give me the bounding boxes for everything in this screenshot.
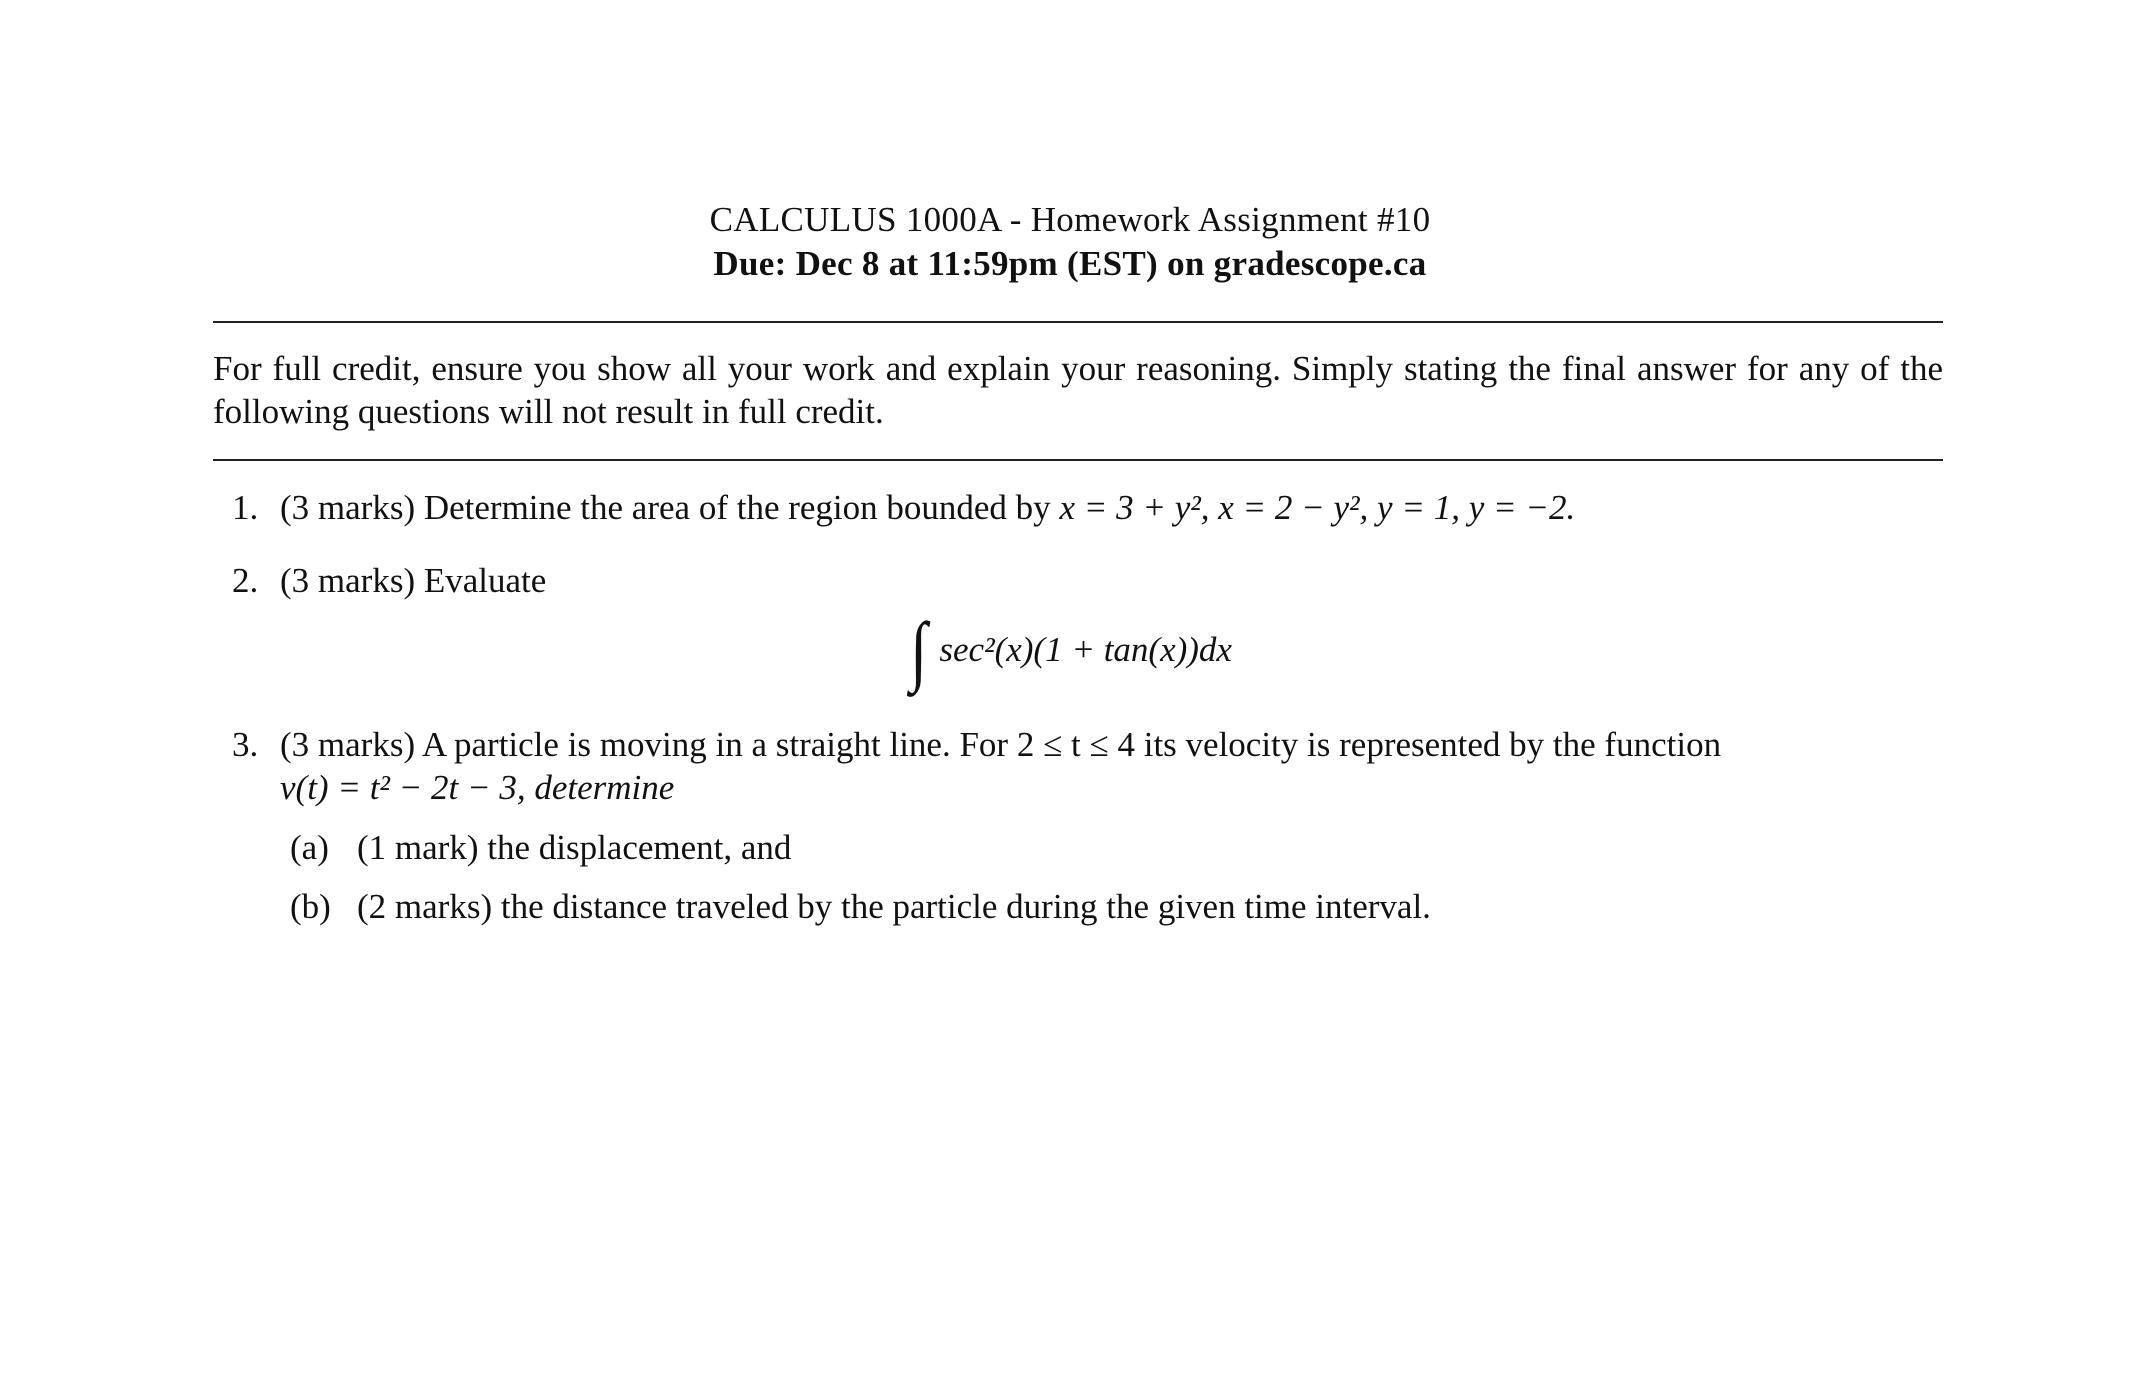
question-1-prompt: (3 marks) Determine the area of the region bounded by (280, 488, 1051, 527)
question-2 (0, 559, 2140, 603)
part-text: (1 mark) the displacement, and (357, 828, 792, 867)
due-date: Due: Dec 8 at 11:59pm (EST) on gradescope.ca (713, 244, 1427, 283)
question-3-line-1: (3 marks) A particle is moving in a straight line. For 2 ≤ t ≤ 4 its velocity is represented by the function (280, 725, 1722, 764)
divider-bottom (213, 459, 1943, 461)
integral-sign: ∫ (910, 606, 928, 693)
question-2-prompt: (3 marks) Evaluate (280, 561, 547, 600)
question-1 (0, 486, 2140, 530)
question-text (280, 486, 1575, 529)
question-number: 2. (232, 561, 259, 600)
integral-expression (0, 605, 2140, 695)
question-3-part-b (0, 885, 2140, 929)
question-3 (0, 723, 2140, 813)
question-number: 1. (232, 488, 259, 527)
question-3-line-2: v(t) = t² − 2t − 3, determine (280, 768, 675, 807)
part-label: (b) (290, 887, 331, 926)
part-text: (2 marks) the distance traveled by the particle during the given time interval. (357, 887, 1431, 926)
instructions-text: For full credit, ensure you show all your work and explain your reasoning. Simply stating the final answer for any of the following questions will not result in full credit. (213, 349, 1943, 431)
part-label: (a) (290, 828, 329, 867)
divider-top (213, 321, 1943, 323)
question-1-math: x = 3 + y², x = 2 − y², y = 1, y = −2. (1059, 488, 1576, 527)
question-3-part-a (0, 826, 2140, 870)
question-number: 3. (232, 725, 259, 764)
document-title: CALCULUS 1000A - Homework Assignment #10 (709, 200, 1431, 239)
integrand: sec²(x)(1 + tan(x))dx (939, 630, 1232, 669)
